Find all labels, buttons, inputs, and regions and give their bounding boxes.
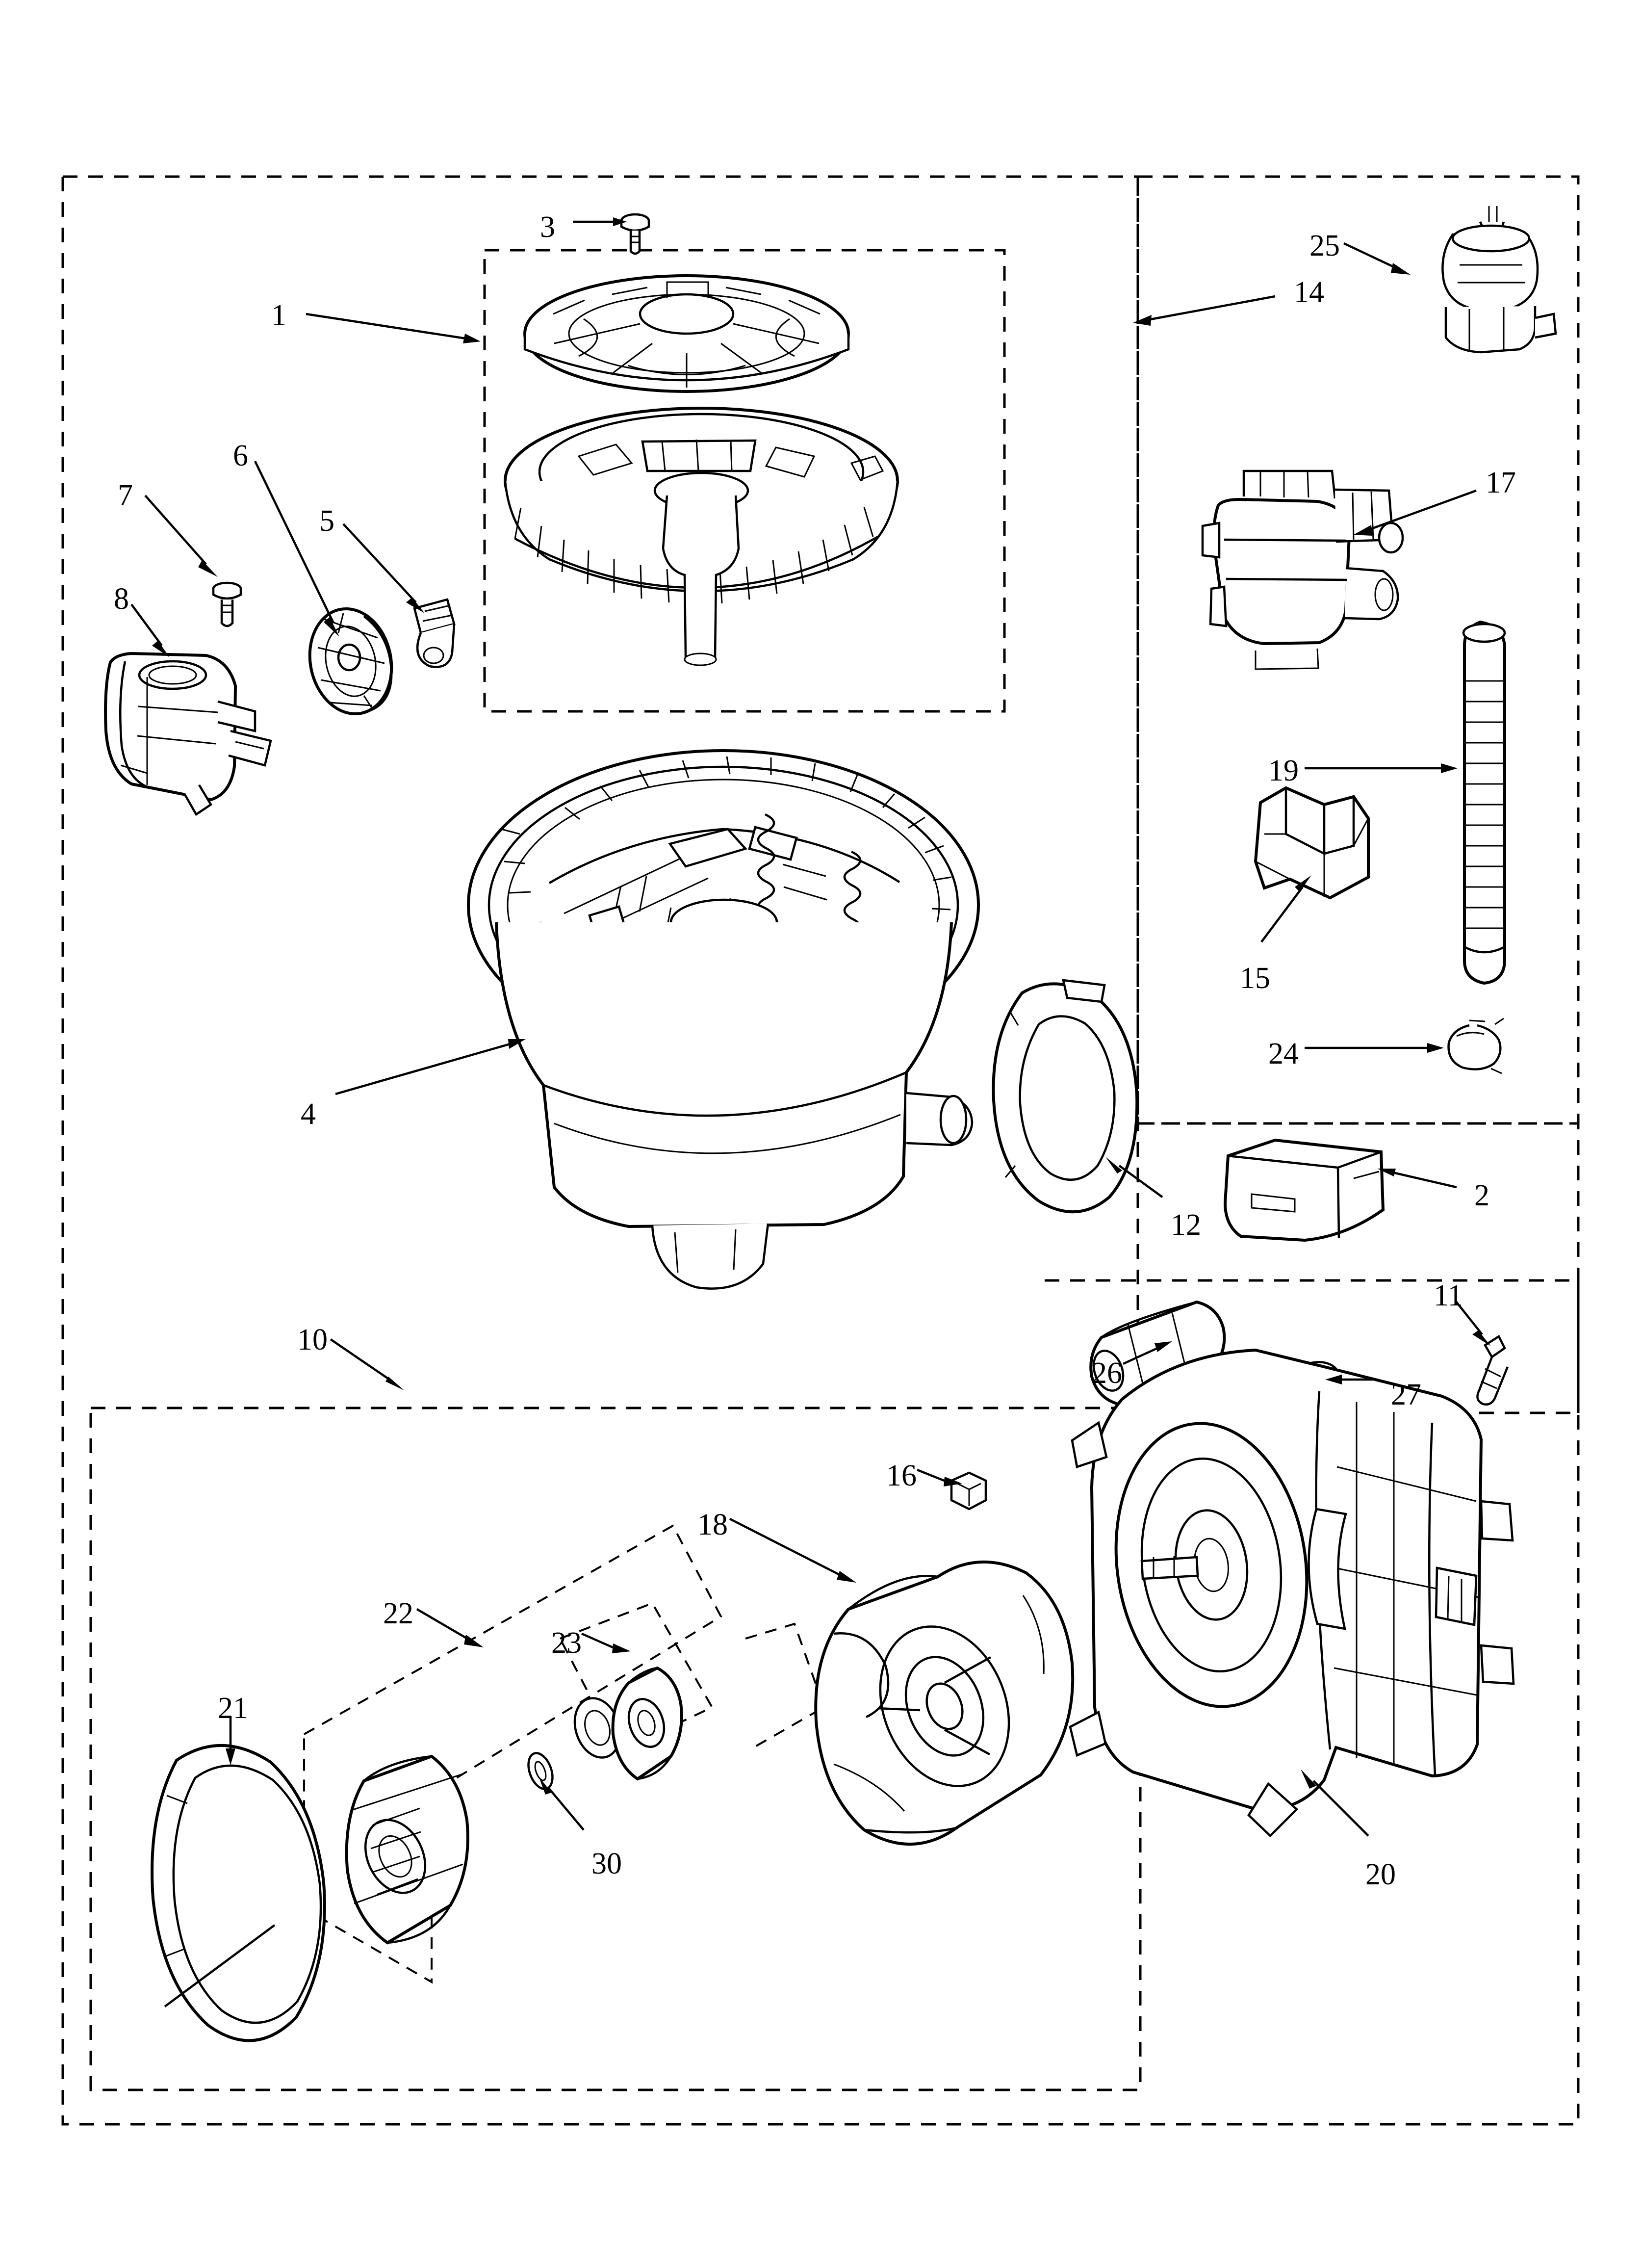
callout-27: 27 — [1391, 1378, 1421, 1411]
callout-18: 18 — [697, 1508, 728, 1541]
callout-4: 4 — [301, 1097, 316, 1131]
group-18-box — [745, 1624, 824, 1747]
callout-10: 10 — [297, 1323, 328, 1356]
callout-23: 23 — [551, 1626, 582, 1660]
part-6-chopper-disc — [300, 601, 401, 721]
callout-25: 25 — [1309, 229, 1340, 262]
callout-5: 5 — [319, 504, 334, 538]
part-16-nut — [951, 1473, 986, 1509]
callout-16: 16 — [886, 1459, 917, 1492]
callout-7: 7 — [118, 479, 133, 512]
part-11-screw — [1477, 1336, 1508, 1405]
part-7-screw — [213, 583, 241, 626]
part-22-seal-assembly — [347, 1756, 468, 1943]
callout-24: 24 — [1268, 1037, 1299, 1070]
callout-11: 11 — [1434, 1279, 1463, 1312]
part-15-bracket-clip — [1256, 788, 1368, 898]
part-12-gasket-ring — [993, 980, 1137, 1212]
part-17-drain-pump — [1203, 471, 1403, 669]
part-24-clamp — [1449, 1018, 1504, 1073]
callout-14: 14 — [1294, 276, 1324, 309]
part-2-cover — [1225, 1140, 1383, 1240]
callout-2: 2 — [1474, 1179, 1489, 1212]
part-3-screw — [621, 214, 649, 254]
callout-6: 6 — [233, 439, 248, 472]
callout-3: 3 — [540, 210, 555, 244]
callout-26: 26 — [1092, 1356, 1122, 1390]
part-18-impeller — [816, 1562, 1073, 1844]
part-19-drain-hose — [1463, 622, 1505, 983]
callout-20: 20 — [1365, 1858, 1396, 1891]
callout-22: 22 — [383, 1597, 413, 1630]
callout-30: 30 — [591, 1847, 622, 1880]
callout-8: 8 — [114, 582, 129, 616]
part-30-washer — [524, 1750, 557, 1792]
callout-1: 1 — [271, 299, 286, 332]
callout-21: 21 — [218, 1692, 248, 1725]
callout-15: 15 — [1240, 962, 1270, 995]
callout-17: 17 — [1486, 466, 1516, 499]
callout-12: 12 — [1171, 1208, 1201, 1242]
callout-19: 19 — [1268, 754, 1299, 787]
part-25-pressure-switch — [1442, 206, 1556, 352]
part-4-sump-housing — [468, 751, 978, 1289]
part-8-sensor-module — [105, 653, 271, 814]
part-1-upper-wash-module — [505, 276, 898, 665]
part-20-motor — [1070, 1350, 1514, 1836]
